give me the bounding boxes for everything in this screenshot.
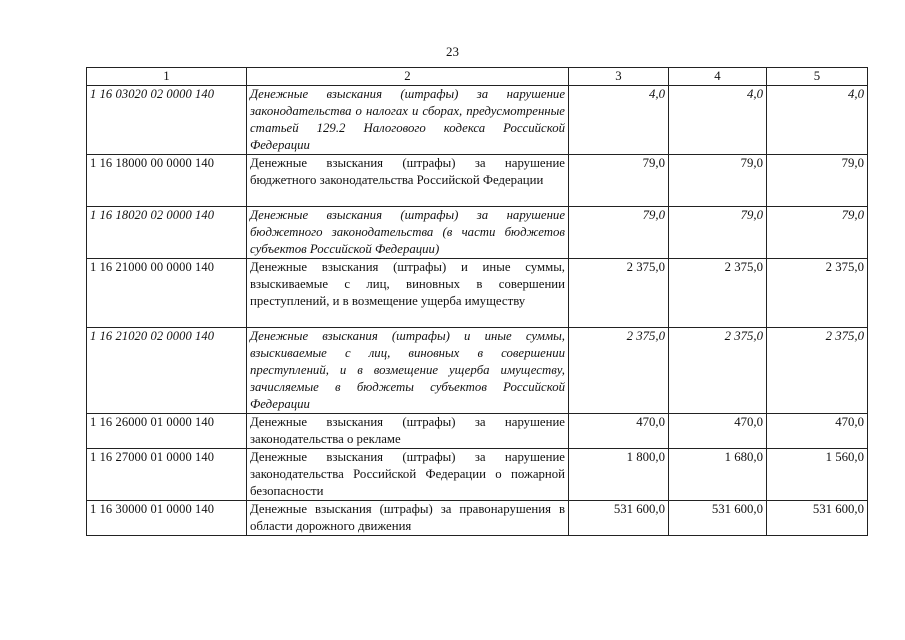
revenue-name: Денежные взыскания (штрафы) за нарушение бюджетного законодательства Российской Федерации [247, 155, 569, 207]
value-col-4: 470,0 [669, 414, 767, 449]
column-header-4: 4 [669, 68, 767, 86]
revenue-code: 1 16 27000 01 0000 140 [87, 449, 247, 501]
value-col-4: 79,0 [669, 207, 767, 259]
value-col-5: 4,0 [767, 86, 868, 155]
column-header-2: 2 [247, 68, 569, 86]
revenue-name: Денежные взыскания (штрафы) и иные суммы, взыскиваемые с лиц, виновных в совершении преступлений, и в возмещение ущерба имуществу [247, 259, 569, 328]
value-col-5: 2 375,0 [767, 259, 868, 328]
page-number: 23 [446, 44, 459, 59]
value-col-4: 2 375,0 [669, 259, 767, 328]
table-row [87, 414, 868, 449]
budget-revenue-table [86, 67, 868, 536]
table-row [87, 449, 868, 501]
value-col-5: 2 375,0 [767, 328, 868, 414]
value-col-5: 79,0 [767, 207, 868, 259]
revenue-code: 1 16 18000 00 0000 140 [87, 155, 247, 207]
value-col-3: 531 600,0 [569, 501, 669, 536]
revenue-name: Денежные взыскания (штрафы) за нарушение законодательства о налогах и сборах, предусмотренные статьей 129.2 Налогового кодекса Российской Федерации [247, 86, 569, 155]
value-col-4: 1 680,0 [669, 449, 767, 501]
value-col-3: 1 800,0 [569, 449, 669, 501]
value-col-4: 531 600,0 [669, 501, 767, 536]
revenue-code: 1 16 18020 02 0000 140 [87, 207, 247, 259]
column-header-3: 3 [569, 68, 669, 86]
value-col-5: 531 600,0 [767, 501, 868, 536]
table-row [87, 259, 868, 328]
revenue-name: Денежные взыскания (штрафы) за нарушение законодательства о рекламе [247, 414, 569, 449]
value-col-4: 4,0 [669, 86, 767, 155]
value-col-3: 4,0 [569, 86, 669, 155]
value-col-3: 79,0 [569, 155, 669, 207]
table-row [87, 207, 868, 259]
value-col-3: 2 375,0 [569, 328, 669, 414]
value-col-5: 79,0 [767, 155, 868, 207]
value-col-5: 470,0 [767, 414, 868, 449]
revenue-code: 1 16 21020 02 0000 140 [87, 328, 247, 414]
revenue-name: Денежные взыскания (штрафы) за нарушение законодательства Российской Федерации о пожарной безопасности [247, 449, 569, 501]
table-row [87, 501, 868, 536]
value-col-4: 79,0 [669, 155, 767, 207]
value-col-3: 2 375,0 [569, 259, 669, 328]
table-row [87, 86, 868, 155]
revenue-code: 1 16 30000 01 0000 140 [87, 501, 247, 536]
table-header-row [87, 68, 868, 86]
value-col-3: 79,0 [569, 207, 669, 259]
revenue-name: Денежные взыскания (штрафы) за нарушение бюджетного законодательства (в части бюджетов субъектов Российской Федерации) [247, 207, 569, 259]
revenue-code: 1 16 03020 02 0000 140 [87, 86, 247, 155]
value-col-5: 1 560,0 [767, 449, 868, 501]
table-row [87, 155, 868, 207]
value-col-3: 470,0 [569, 414, 669, 449]
table-row [87, 328, 868, 414]
revenue-name: Денежные взыскания (штрафы) за правонарушения в области дорожного движения [247, 501, 569, 536]
revenue-code: 1 16 26000 01 0000 140 [87, 414, 247, 449]
revenue-code: 1 16 21000 00 0000 140 [87, 259, 247, 328]
column-header-1: 1 [87, 68, 247, 86]
column-header-5: 5 [767, 68, 868, 86]
value-col-4: 2 375,0 [669, 328, 767, 414]
revenue-name: Денежные взыскания (штрафы) и иные суммы, взыскиваемые с лиц, виновных в совершении преступлений, и в возмещение ущерба имуществу, зачисляемые в бюджеты субъектов Российской Федерации [247, 328, 569, 414]
